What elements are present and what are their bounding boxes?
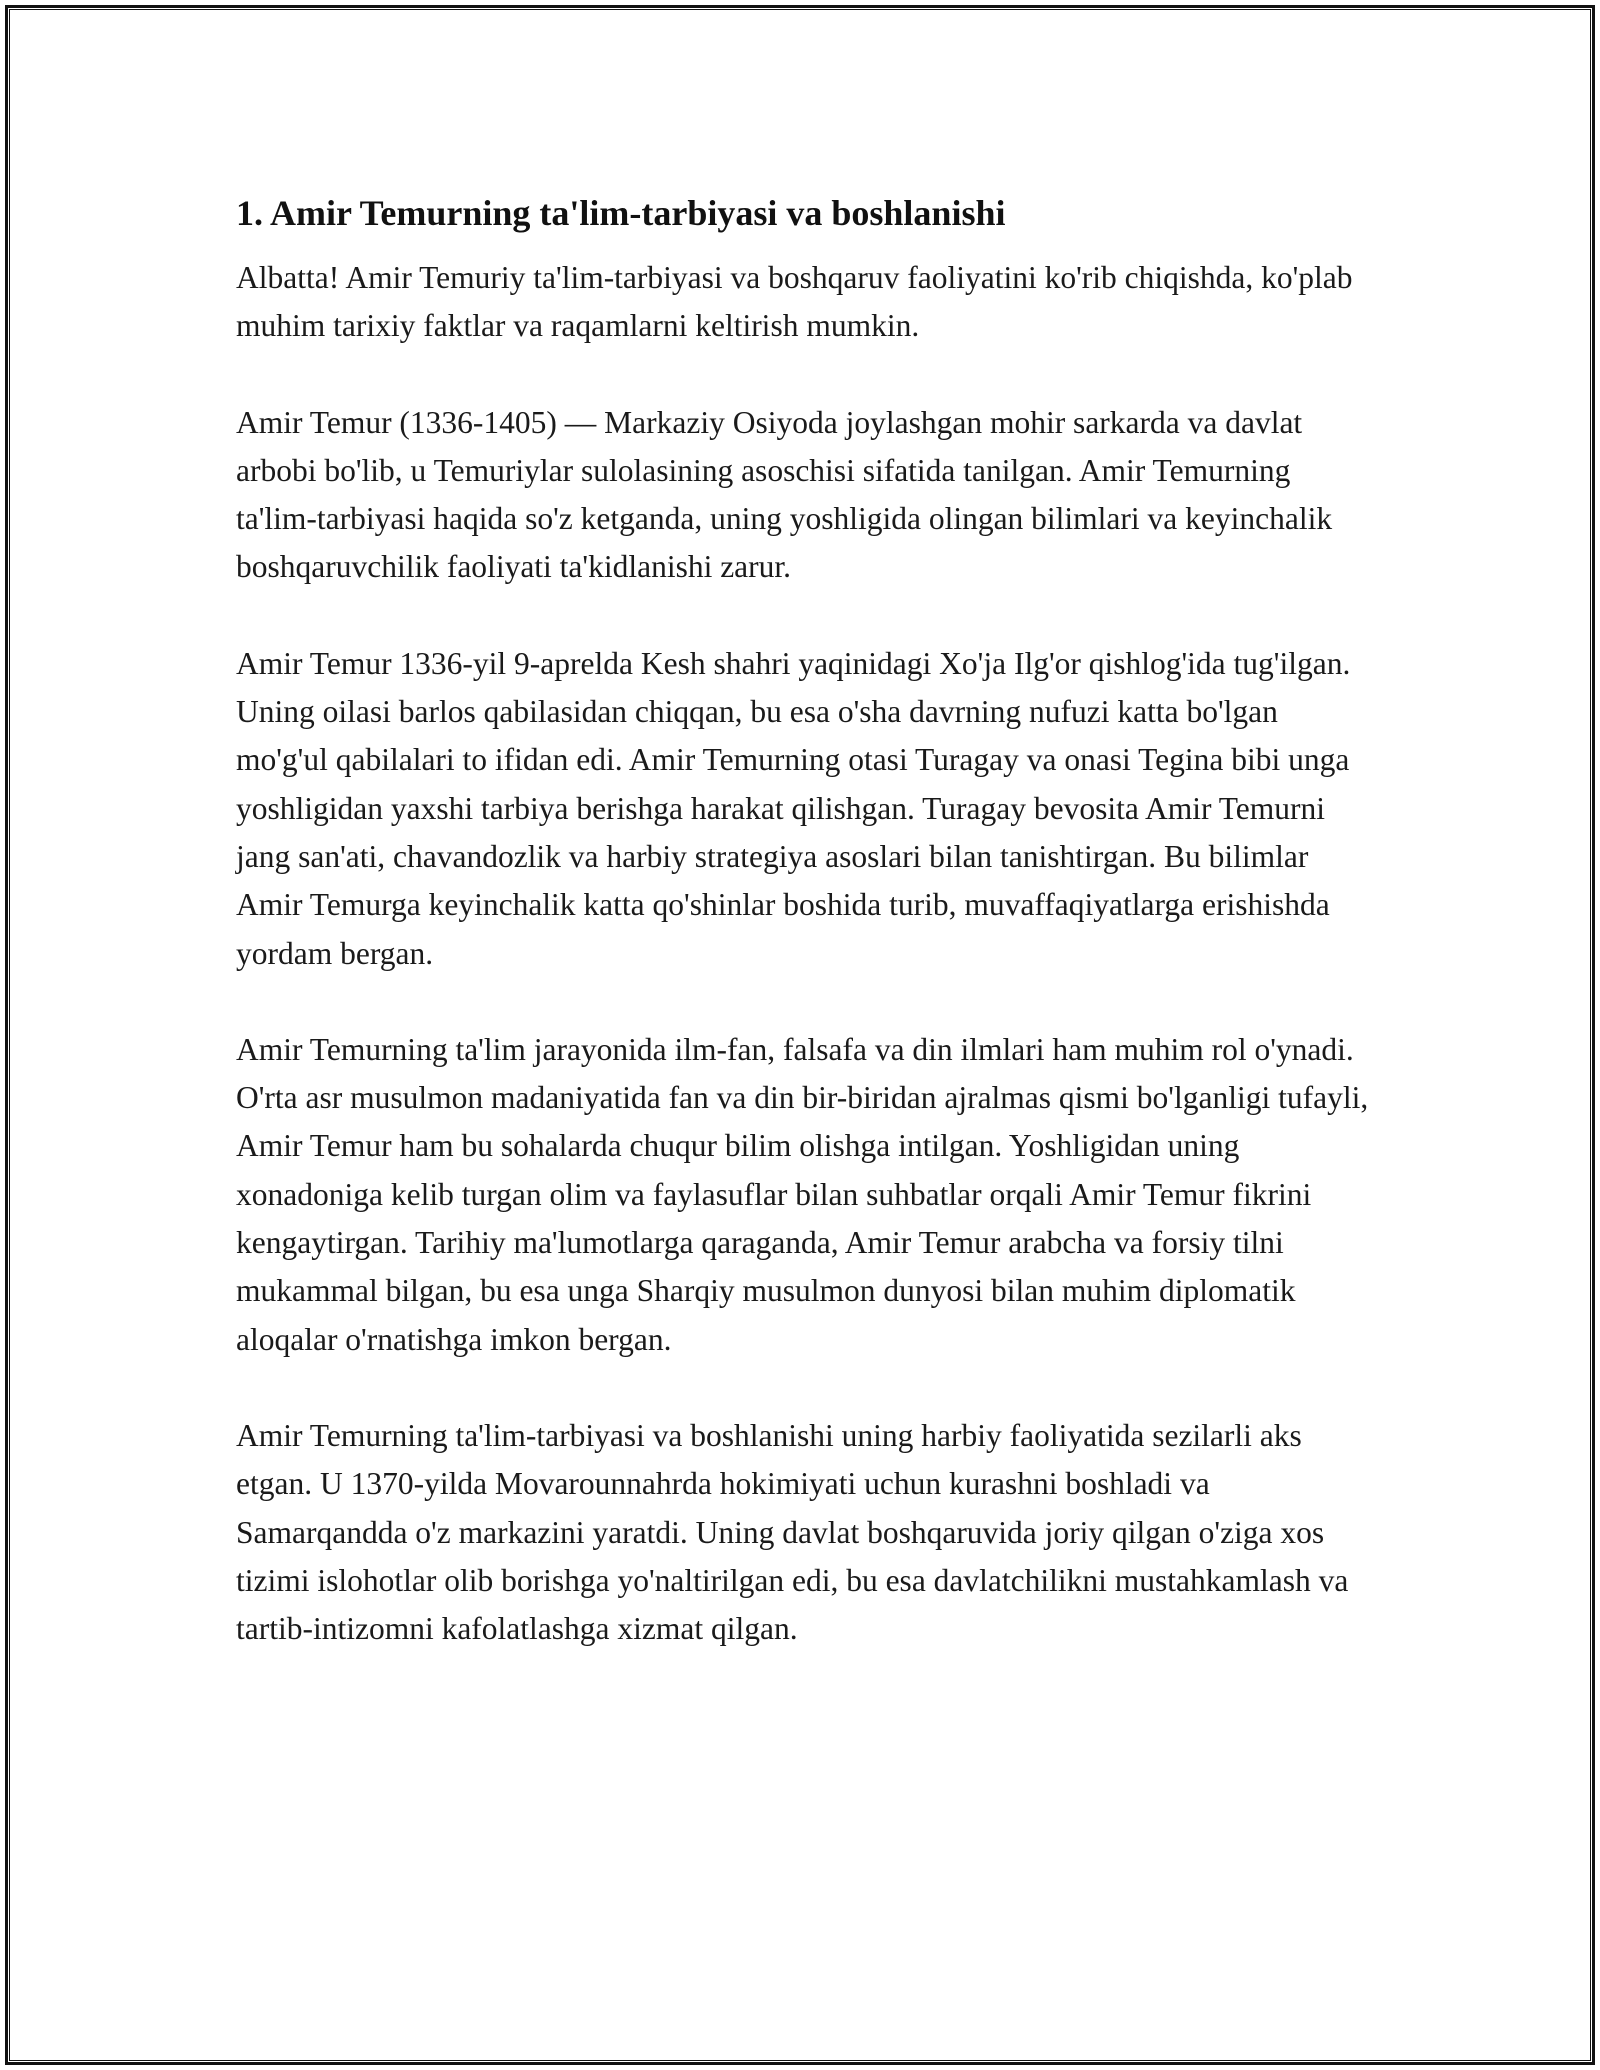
document-body xyxy=(236,188,1376,1701)
paragraph-birth-family: Amir Temur 1336-yil 9-aprelda Kesh shahri yaqinidagi Xo'ja Ilg'or qishlog'ida tug'ilgan. Uning oilasi barlos qabilasidan chiqqan, bu esa o'sha davrning nufuzi katta bo'lgan mo'g'ul qabilalari to ifidan edi. Amir Temurning otasi Turagay va onasi Tegina bibi unga yoshligidan yaxshi tarbiya berishga harakat qilishgan. Turagay bevosita Amir Temurni jang san'ati, chavandozlik va harbiy strategiya asoslari bilan tanishtirgan. Bu bilimlar Amir Temurga keyinchalik katta qo'shinlar boshida turib, muvaffaqiyatlarga erishishda yordam bergan. xyxy=(236,645,1351,971)
paragraph-beginnings: Amir Temurning ta'lim-tarbiyasi va boshlanishi uning harbiy faoliyatida sezilarli aks etgan. U 1370-yilda Movarounnahrda hokimiyati uchun kurashni boshladi va Samarqandda o'z markazini yaratdi. Uning davlat boshqaruvida joriy qilgan o'ziga xos tizimi islohotlar olib borishga yo'naltirilgan edi, bu esa davlatchilikni mustahkamlash va tartib-intizomni kafolatlashga xizmat qilgan. xyxy=(236,1417,1349,1647)
section-heading: 1. Amir Temurning ta'lim-tarbiyasi va boshlanishi xyxy=(236,193,1006,233)
paragraph-intro: Albatta! Amir Temuriy ta'lim-tarbiyasi va boshqaruv faoliyatini ko'rib chiqishda, ko'plab muhim tarixiy faktlar va raqamlarni keltirish mumkin. xyxy=(236,260,1353,344)
paragraph-education: Amir Temurning ta'lim jarayonida ilm-fan, falsafa va din ilmlari ham muhim rol o'ynadi. O'rta asr musulmon madaniyatida fan va din bir-biridan ajralmas qismi bo'lganligi tufayli, Amir Temur ham bu sohalarda chuqur bilim olishga intilgan. Yoshligidan uning xonadoniga kelib turgan olim va faylasuflar bilan suhbatlar orqali Amir Temur fikrini kengaytirgan. Tarihiy ma'lumotlarga qaraganda, Amir Temur arabcha va forsiy tilni mukammal bilgan, bu esa unga Sharqiy musulmon dunyosi bilan muhim diplomatik aloqalar o'rnatishga imkon bergan. xyxy=(236,1031,1369,1357)
paragraph-overview: Amir Temur (1336-1405) — Markaziy Osiyoda joylashgan mohir sarkarda va davlat arbobi bo'lib, u Temuriylar sulolasining asoschisi sifatida tanilgan. Amir Temurning ta'lim-tarbiyasi haqida so'z ketganda, uning yoshligida olingan bilimlari va keyinchalik boshqaruvchilik faoliyati ta'kidlanishi zarur. xyxy=(236,404,1333,585)
